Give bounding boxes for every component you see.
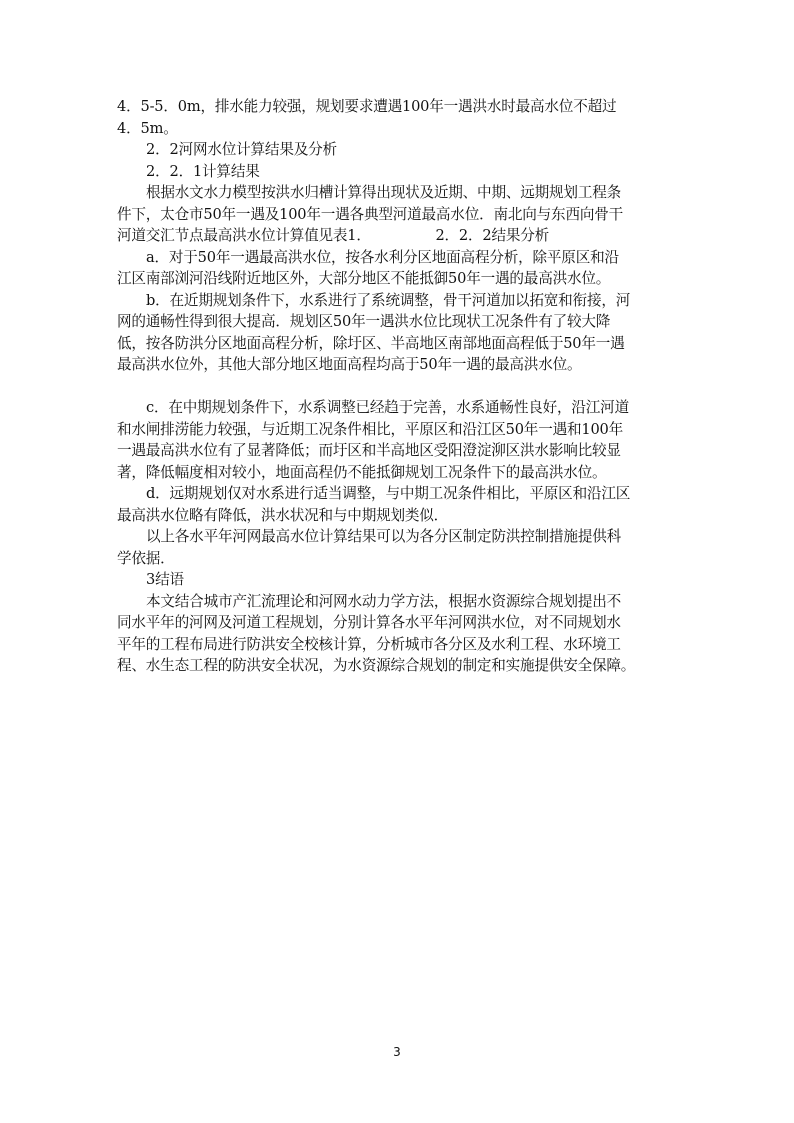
- text-line: 最高洪水位外，其他大部分地区地面高程均高于50年一遇的最高洪水位。: [117, 356, 582, 373]
- text-line: 件下，太仓市50年一遇及100年一遇各典型河道最高水位．南北向与东西向骨干: [117, 205, 624, 223]
- text-line: 一遇最高洪水位有了显著降低；而圩区和半高地区受阳澄淀泖区洪水影响比较显: [117, 442, 621, 459]
- text-line: 本文结合城市产汇流理论和河网水动力学方法，根据水资源综合规划提出不: [146, 592, 621, 610]
- text-line: d．远期规划仅对水系进行适当调整，与中期工况条件相比，平原区和沿江区: [146, 485, 631, 502]
- text-line: 程、水生态工程的防洪安全状况，为水资源综合规划的制定和实施提供安全保障。: [117, 657, 636, 674]
- text-line: 4．5m。: [117, 119, 178, 137]
- section-heading: 2．2河网水位计算结果及分析: [146, 141, 337, 158]
- text-line: 著，降低幅度相对较小，地面高程仍不能抵御规划工况条件下的最高洪水位。: [117, 463, 607, 481]
- text-line: 最高洪水位略有降低，洪水状况和与中期规划类似．: [117, 506, 449, 524]
- text-line: 低，按各防洪分区地面高程分析，除圩区、半高地区南部地面高程低于50年一遇: [117, 334, 625, 352]
- section-heading: 3结语: [146, 571, 184, 588]
- text-line: 同水平年的河网及河道工程规划，分别计算各水平年河网洪水位，对不同规划水: [117, 614, 621, 631]
- text-line: 平年的工程布局进行防洪安全校核计算，分析城市各分区及水利工程、水环境工: [117, 635, 621, 653]
- paragraph-gap: [117, 376, 677, 398]
- page-number: 3: [393, 1045, 401, 1059]
- text-line: 网的通畅性得到很大提高．规划区50年一遇洪水位比现状工况条件有了较大降: [117, 313, 611, 330]
- text-line: 以上各水平年河网最高水位计算结果可以为各分区制定防洪控制措施提供科: [146, 528, 621, 545]
- text-line: 4．5-5．0m，排水能力较强，规划要求遭遇100年一遇洪水时最高水位不超过: [117, 98, 617, 115]
- body-text: [117, 96, 677, 677]
- text-line: 江区南部浏河沿线附近地区外，大部分地区不能抵御50年一遇的最高洪水位。: [117, 270, 611, 287]
- text-line: 河道交汇节点最高洪水位计算值见表1． 2．2．2结果分析: [117, 227, 550, 244]
- text-line: a．对于50年一遇最高洪水位，按各水利分区地面高程分析，除平原区和沿: [146, 248, 619, 266]
- text-line: 和水闸排涝能力较强，与近期工况条件相比，平原区和沿江区50年一遇和100年: [117, 420, 624, 438]
- text-line: b．在近期规划条件下，水系进行了系统调整，骨干河道加以拓宽和衔接，河: [146, 291, 631, 309]
- text-line: 根据水文水力模型按洪水归槽计算得出现状及近期、中期、远期规划工程条: [146, 184, 621, 201]
- text-line: 学依据．: [117, 549, 175, 567]
- subsection-heading: 2．2．1计算结果: [146, 162, 260, 180]
- text-line: c．在中期规划条件下，水系调整已经趋于完善，水系通畅性良好，沿江河道: [146, 399, 629, 416]
